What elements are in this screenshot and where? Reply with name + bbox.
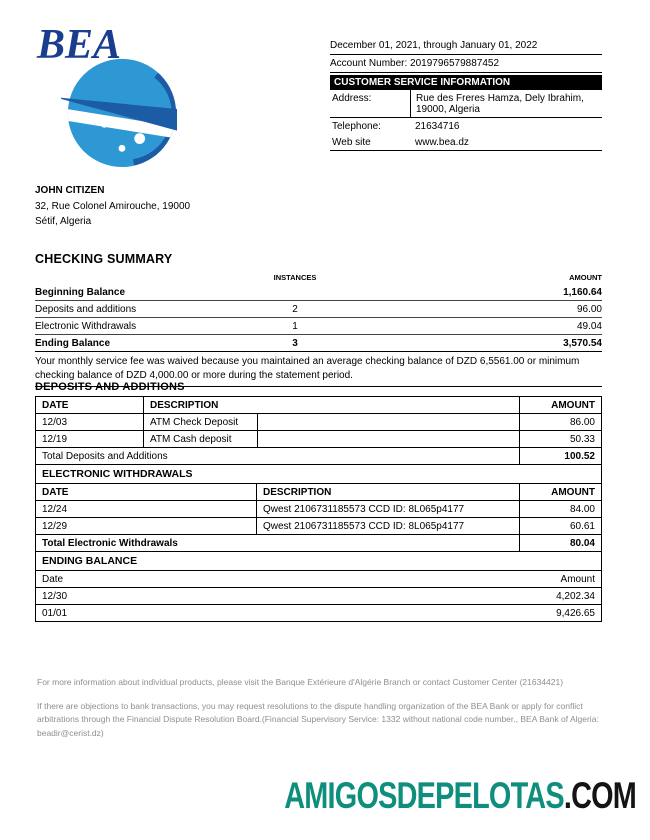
withdrawals-title: ELECTRONIC WITHDRAWALS (36, 465, 602, 484)
telephone-value: 21634716 (415, 121, 460, 132)
ending-balance-title: ENDING BALANCE (36, 552, 602, 571)
withdrawal-amount: 60.61 (520, 518, 602, 535)
account-number-value: 2019796579887452 (410, 58, 500, 69)
withdrawal-date: 12/29 (36, 518, 257, 535)
bea-globe-icon (61, 52, 179, 170)
ending-balance-amount: 4,202.34 (482, 588, 602, 605)
deposit-date: 12/19 (36, 431, 144, 448)
withdrawals-table (35, 464, 602, 552)
withdrawals-total-row (36, 535, 602, 552)
checking-summary-section (35, 252, 602, 387)
deposit-description: ATM Cash deposit (144, 431, 258, 448)
withdrawal-amount: 84.00 (520, 501, 602, 518)
ending-balance-header-row (36, 571, 602, 588)
customer-block (35, 183, 190, 230)
address-value (410, 90, 602, 117)
summary-row-amount: 49.04 (576, 320, 602, 332)
withdrawal-date: 12/24 (36, 501, 257, 518)
telephone-row (330, 118, 602, 134)
deposits-table (35, 396, 602, 465)
withdrawals-total-label: Total Electronic Withdrawals (36, 535, 520, 552)
withdrawal-description: Qwest 2106731185573 CCD ID: 8L065p4177 (257, 501, 520, 518)
account-number-label: Account Number: (330, 58, 408, 69)
customer-service-block (330, 40, 602, 151)
withdrawals-total-amount: 80.04 (520, 535, 602, 552)
deposit-row (36, 414, 602, 431)
ending-balance-title-row (36, 552, 602, 571)
ending-balance-amount: 9,426.65 (482, 605, 602, 622)
summary-row-amount: 1,160.64 (563, 286, 602, 298)
ending-balance-date: 12/30 (36, 588, 482, 605)
deposits-amount-header: AMOUNT (520, 397, 602, 414)
address-row (330, 90, 602, 118)
website-row (330, 134, 602, 151)
summary-row (35, 301, 602, 318)
deposit-amount: 86.00 (520, 414, 602, 431)
customer-service-title: CUSTOMER SERVICE INFORMATION (330, 75, 602, 90)
checking-summary-title: CHECKING SUMMARY (35, 252, 173, 266)
summary-row-instances: 2 (292, 303, 298, 315)
customer-address-line1: 32, Rue Colonel Amirouche, 19000 (35, 200, 191, 212)
address-value-line1: Rue des Freres Hamza, Dely Ibrahim, (416, 93, 584, 104)
summary-row-instances: 1 (292, 320, 298, 332)
deposits-header-row (36, 397, 602, 414)
deposits-total-amount: 100.52 (520, 448, 602, 465)
withdrawal-description: Qwest 2106731185573 CCD ID: 8L065p4177 (257, 518, 520, 535)
ending-balance-row (36, 605, 602, 622)
summary-row-amount: 96.00 (576, 303, 602, 315)
withdrawals-title-row (36, 465, 602, 484)
telephone-label: Telephone: (332, 121, 381, 132)
summary-row-amount: 3,570.54 (563, 337, 602, 349)
watermark-main-text: AMIGOSDEPELOTAS (284, 775, 564, 816)
statement-footer (37, 676, 605, 740)
summary-row-instances: 3 (292, 337, 298, 349)
website-label: Web site (332, 137, 371, 148)
deposit-date: 12/03 (36, 414, 144, 431)
ending-balance-table (35, 551, 602, 622)
ending-balance-row (36, 588, 602, 605)
summary-header-row (35, 273, 602, 284)
account-number-line (330, 55, 602, 73)
deposits-title: DEPOSITS AND ADDITIONS (35, 381, 185, 393)
deposit-amount: 50.33 (520, 431, 602, 448)
amount-header: AMOUNT (569, 273, 602, 282)
watermark-suffix-text: .COM (563, 775, 636, 816)
customer-name: JOHN CITIZEN (35, 185, 105, 196)
bea-logo (35, 24, 245, 179)
footer-disputes-line: If there are objections to bank transactions, you may request resolutions to the dispute handling organization of the BEA Bank or apply for conflict arbitrations through the Financial Dispute Resolution Board.(Financial Supervisory Service: 1332 without national code number., BEA Bank of Algeria: beadir@cerist.dz) (37, 701, 599, 738)
deposits-date-header: DATE (36, 397, 144, 414)
ending-balance-amount-header: Amount (482, 571, 602, 588)
withdrawals-description-header: DESCRIPTION (257, 484, 520, 501)
website-value: www.bea.dz (415, 137, 469, 148)
deposits-total-row (36, 448, 602, 465)
footer-info-line: For more information about individual products, please visit the Banque Extérieure d'Algérie Branch or contact Customer Center (21634421) (37, 677, 564, 687)
deposit-description: ATM Check Deposit (144, 414, 258, 431)
withdrawals-amount-header: AMOUNT (520, 484, 602, 501)
withdrawal-row (36, 501, 602, 518)
bea-logo-text: BEA (37, 22, 122, 68)
withdrawals-header-row (36, 484, 602, 501)
instances-header: INSTANCES (273, 273, 317, 282)
statement-period: December 01, 2021, through January 01, 2022 (330, 40, 602, 55)
summary-row (35, 318, 602, 335)
summary-row-label: Beginning Balance (35, 286, 126, 298)
address-label: Address: (332, 93, 372, 104)
deposits-total-label: Total Deposits and Additions (36, 448, 520, 465)
transaction-tables (35, 381, 602, 622)
customer-address-line2: Sétif, Algeria (35, 216, 92, 227)
service-fee-note: Your monthly service fee was waived because you maintained an average checking balance of DZD 6,5561.00 or minimum checking balance of DZD 4,000.00 or more during the statement period. (35, 352, 602, 387)
withdrawal-row (36, 518, 602, 535)
address-value-line2: 19000, Algeria (416, 104, 480, 115)
ending-balance-date-header: Date (36, 571, 482, 588)
summary-row-label: Electronic Withdrawals (35, 320, 137, 332)
withdrawals-date-header: DATE (36, 484, 257, 501)
watermark (284, 775, 636, 817)
summary-row-label: Deposits and additions (35, 303, 137, 315)
ending-balance-date: 01/01 (36, 605, 482, 622)
summary-row (35, 284, 602, 301)
deposits-description-header: DESCRIPTION (144, 397, 520, 414)
deposit-row (36, 431, 602, 448)
summary-row-label: Ending Balance (35, 337, 111, 349)
summary-row (35, 335, 602, 352)
